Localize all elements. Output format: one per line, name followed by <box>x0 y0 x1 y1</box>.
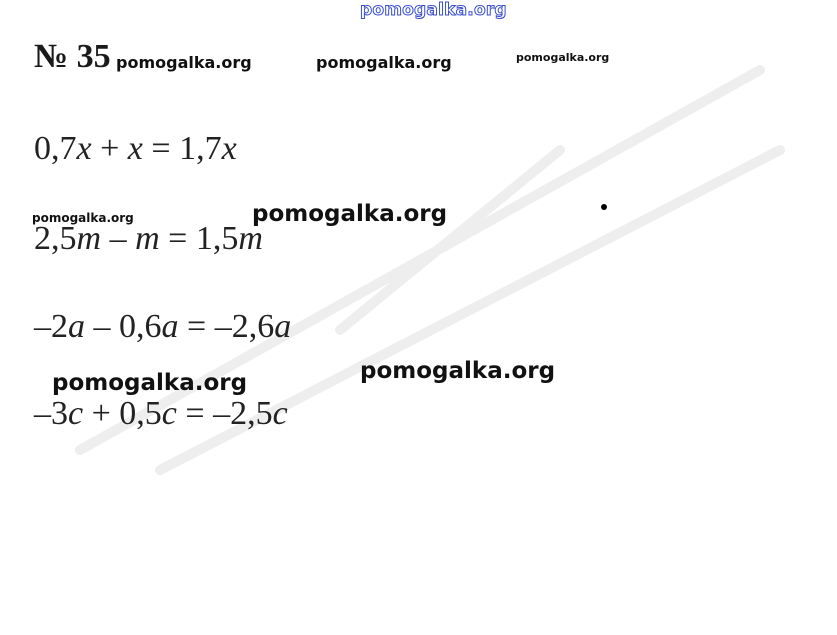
site-watermark: pomogalka.org <box>360 358 556 384</box>
equation-3: –2a – 0,6a = –2,6a <box>34 308 292 345</box>
site-watermark: pomogalka.org <box>116 53 252 72</box>
site-watermark: pomogalka.org <box>316 53 452 72</box>
equation-1: 0,7x + x = 1,7x <box>34 130 237 167</box>
equation-2: 2,5m – m = 1,5m <box>34 220 263 257</box>
site-watermark-top: pomogalka.org <box>360 0 507 20</box>
site-watermark: pomogalka.org <box>52 370 248 396</box>
exercise-number-heading: № 35 <box>34 38 111 75</box>
equation-4: –3c + 0,5c = –2,5c <box>34 395 288 432</box>
site-watermark: pomogalka.org <box>516 51 610 64</box>
dot-mark <box>601 204 607 210</box>
site-watermark: pomogalka.org <box>252 201 448 227</box>
site-watermark: pomogalka.org <box>32 211 134 225</box>
